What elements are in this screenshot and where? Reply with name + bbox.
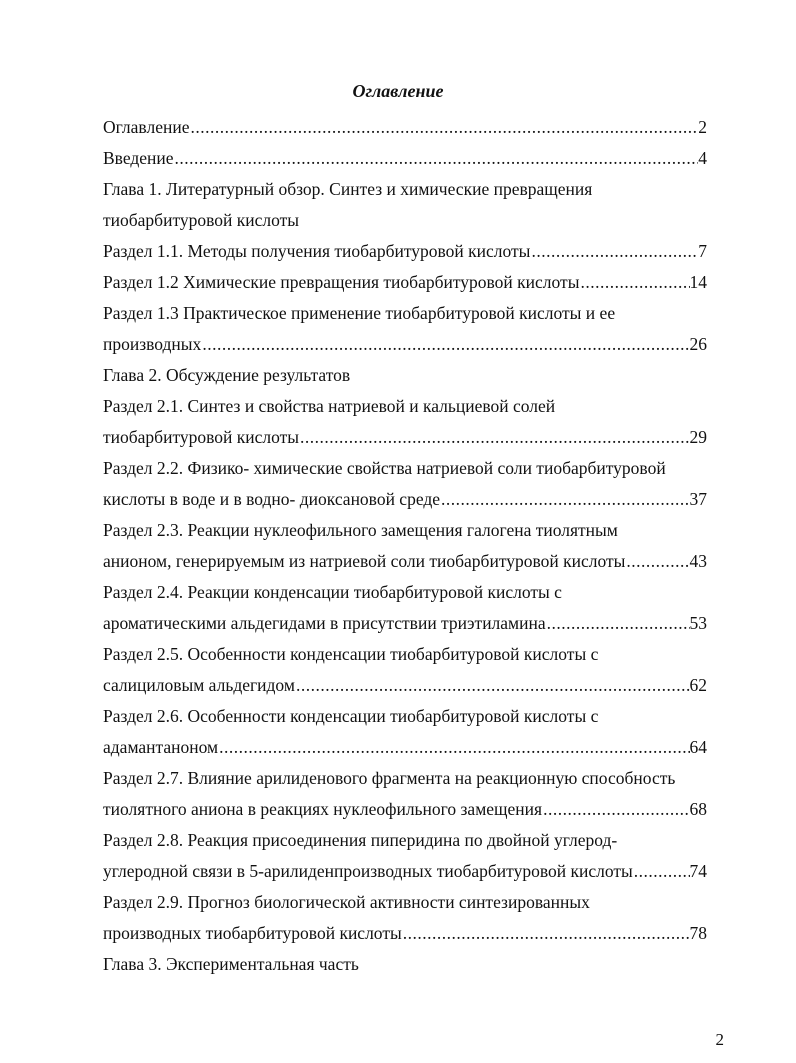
toc-entry-line: Глава 3. Экспериментальная часть [103, 954, 359, 974]
toc-entry [103, 674, 707, 696]
toc-entry-page: 7 [698, 241, 707, 261]
toc-entry-page: 53 [689, 613, 707, 633]
toc-entry-page: 68 [689, 799, 707, 819]
toc-heading: Оглавление [352, 81, 444, 101]
dot-leader [625, 550, 689, 572]
toc-entry [103, 240, 707, 262]
toc-entry-text: тиолятного аниона в реакциях нуклеофильного замещения [103, 799, 543, 819]
toc-entry-line: Раздел 2.8. Реакция присоединения пиперидина по двойной углерод- [103, 830, 618, 850]
dot-leader [542, 798, 689, 820]
toc-entry [103, 922, 707, 944]
dot-leader [440, 488, 689, 510]
toc-entry [103, 612, 707, 634]
toc-entry-line: Глава 1. Литературный обзор. Синтез и химические превращения [103, 179, 593, 199]
dot-leader [579, 271, 689, 293]
page-number: 2 [715, 1030, 724, 1049]
dot-leader [402, 922, 690, 944]
toc-entry [103, 271, 707, 293]
toc-entry-text: Раздел 1.1. Методы получения тиобарбитуровой кислоты [103, 241, 531, 261]
toc-entry-line: Раздел 2.5. Особенности конденсации тиобарбитуровой кислоты с [103, 644, 599, 664]
toc-entry-page: 26 [689, 334, 707, 354]
toc-entry [103, 333, 707, 355]
toc-entry-line: Раздел 2.3. Реакции нуклеофильного замещения галогена тиолятным [103, 520, 618, 540]
toc-entry [103, 426, 707, 448]
toc-entry [103, 860, 707, 882]
dot-leader [295, 674, 690, 696]
toc-entry-text: ароматическими альдегидами в присутствии триэтиламина [103, 613, 546, 633]
toc-entry-line: Глава 2. Обсуждение результатов [103, 365, 351, 385]
toc-entry-text: тиобарбитуровой кислоты [103, 427, 300, 447]
dot-leader [546, 612, 690, 634]
toc-entry-line: тиобарбитуровой кислоты [103, 210, 300, 230]
toc-entry-text: кислоты в воде и в водно- диоксановой среде [103, 489, 441, 509]
dot-leader [174, 147, 699, 169]
toc-entry-page: 4 [698, 148, 707, 168]
toc-entry-line: Раздел 2.2. Физико- химические свойства натриевой соли тиобарбитуровой [103, 458, 666, 478]
toc-entry-page: 37 [689, 489, 707, 509]
toc-entry-line: Раздел 2.4. Реакции конденсации тиобарбитуровой кислоты с [103, 582, 562, 602]
toc-entry-page: 74 [689, 861, 707, 881]
toc-entry-text: Оглавление [103, 117, 190, 137]
dot-leader [218, 736, 689, 758]
toc-entry-text: салициловым альдегидом [103, 675, 295, 695]
toc-entry-text: углеродной связи в 5-арилиденпроизводных тиобарбитуровой кислоты [103, 861, 633, 881]
toc-entry-text: Раздел 1.2 Химические превращения тиобарбитуровой кислоты [103, 272, 580, 292]
toc-entry-page: 43 [689, 551, 707, 571]
dot-leader [530, 240, 698, 262]
toc-entry-line: Раздел 2.9. Прогноз биологической активности синтезированных [103, 892, 590, 912]
toc-entry-text: адамантаноном [103, 737, 219, 757]
toc-entry-page: 2 [698, 117, 707, 137]
toc-entry-page: 14 [689, 272, 707, 292]
toc-entry-page: 78 [689, 923, 707, 943]
toc-entry-line: Раздел 2.6. Особенности конденсации тиобарбитуровой кислоты с [103, 706, 599, 726]
toc-entry [103, 550, 707, 572]
dot-leader [201, 333, 689, 355]
dot-leader [299, 426, 689, 448]
dot-leader [633, 860, 690, 882]
toc-entry-page: 62 [689, 675, 707, 695]
toc-entry [103, 798, 707, 820]
toc-entry-line: Раздел 2.7. Влияние арилиденового фрагмента на реакционную способность [103, 768, 676, 788]
toc-entry [103, 116, 707, 138]
toc-entry-line: Раздел 1.3 Практическое применение тиобарбитуровой кислоты и ее [103, 303, 616, 323]
toc-entry-text: анионом, генерируемым из натриевой соли тиобарбитуровой кислоты [103, 551, 626, 571]
toc-entry-page: 64 [689, 737, 707, 757]
toc-entry [103, 736, 707, 758]
toc-entry-text: производных тиобарбитуровой кислоты [103, 923, 402, 943]
dot-leader [189, 116, 698, 138]
toc-entry-text: Введение [103, 148, 174, 168]
toc-entry [103, 147, 707, 169]
toc-entry [103, 488, 707, 510]
toc-entry-line: Раздел 2.1. Синтез и свойства натриевой и кальциевой солей [103, 396, 556, 416]
toc-entry-text: производных [103, 334, 202, 354]
toc-entry-page: 29 [689, 427, 707, 447]
